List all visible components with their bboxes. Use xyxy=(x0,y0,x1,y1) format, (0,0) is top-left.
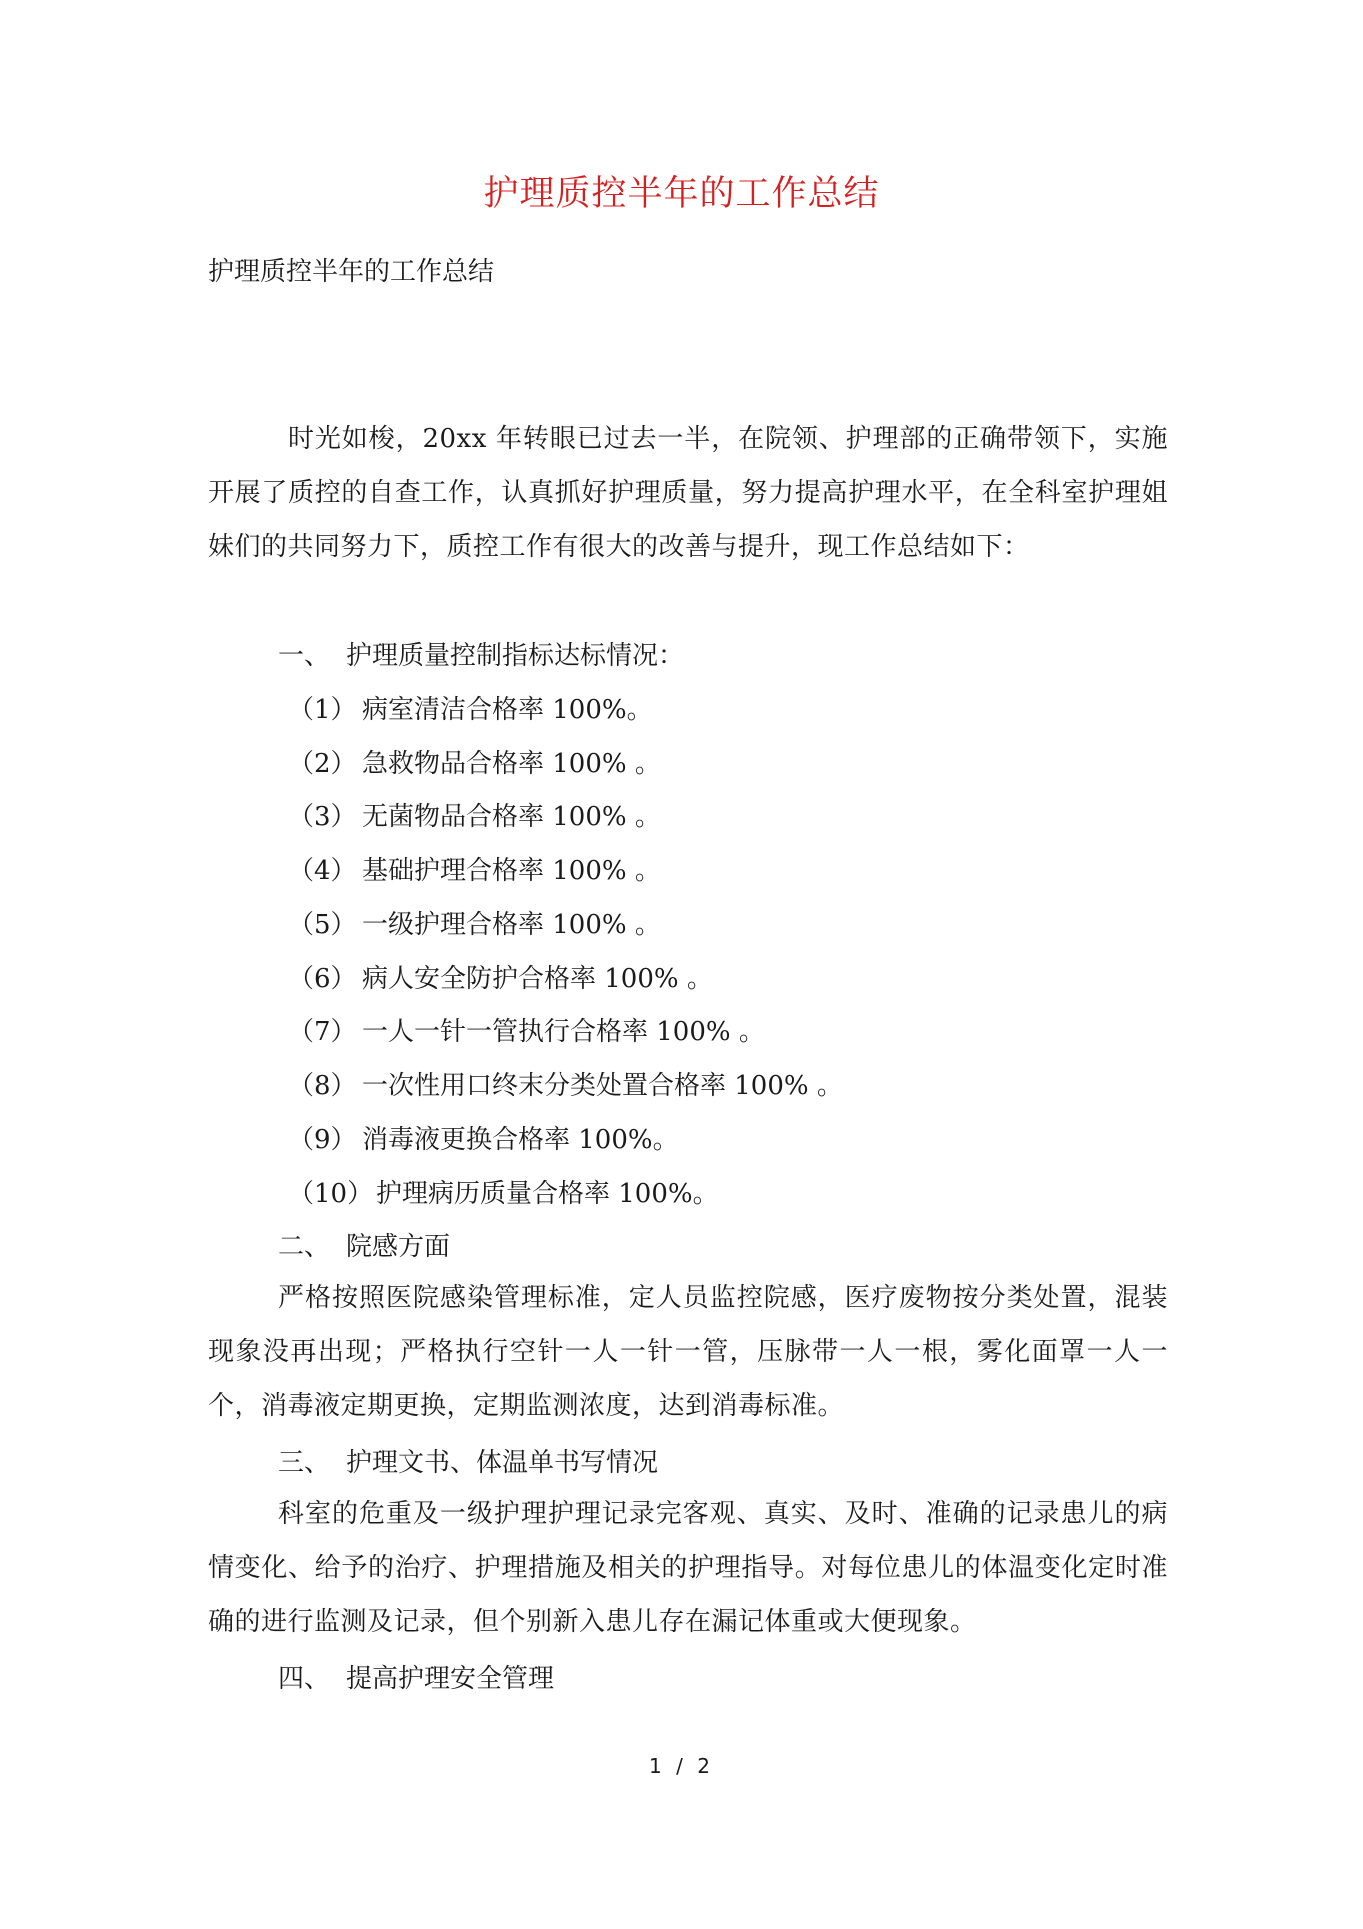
list-item: （2） 急救物品合格率 100% 。 xyxy=(288,749,661,779)
document-title: 护理质控半年的工作总结 xyxy=(483,174,880,214)
list-item: （5） 一级护理合格率 100% 。 xyxy=(288,910,661,940)
section-heading-3 xyxy=(278,1443,658,1483)
section-title: 护理文书、体温单书写情况 xyxy=(346,1448,659,1478)
list-item: （9） 消毒液更换合格率 100%。 xyxy=(288,1125,679,1155)
list-item: （4） 基础护理合格率 100% 。 xyxy=(288,856,661,886)
list-item: （8） 一次性用口终末分类处置合格率 100% 。 xyxy=(288,1071,843,1101)
section-2-paragraph: 严格按照医院感染管理标准，定人员监控院感，医疗废物按分类处置，混装现象没再出现；严格执行空针一人一针一管，压脉带一人一根，雾化面罩一人一个，消毒液定期更换，定期监测浓度，达到消毒标准。 xyxy=(208,1283,1168,1421)
list-item: （3） 无菌物品合格率 100% 。 xyxy=(288,802,661,832)
section-heading-4 xyxy=(278,1659,554,1699)
list-item: （1） 病室清洁合格率 100%。 xyxy=(288,695,653,725)
intro-paragraph: 时光如梭，20xx 年转眼已过去一半，在院领、护理部的正确带领下，实施开展了质控的自查工作，认真抓好护理质量，努力提高护理水平，在全科室护理姐妹们的共同努力下，质控工作有很大的改善与提升，现工作总结如下： xyxy=(208,424,1168,562)
section-number: 三、 xyxy=(278,1448,331,1478)
section-number: 一、 xyxy=(278,641,331,671)
section-3-paragraph: 科室的危重及一级护理护理记录完客观、真实、及时、准确的记录患儿的病情变化、给予的治疗、护理措施及相关的护理指导。对每位患儿的体温变化定时准确的进行监测及记录，但个别新入患儿存在漏记体重或大便现象。 xyxy=(208,1499,1168,1637)
section-title: 提高护理安全管理 xyxy=(346,1664,555,1694)
list-item: （7） 一人一针一管执行合格率 100% 。 xyxy=(288,1017,765,1047)
document-subtitle: 护理质控半年的工作总结 xyxy=(208,257,495,287)
list-item: （6） 病人安全防护合格率 100% 。 xyxy=(288,964,713,994)
section-number: 四、 xyxy=(278,1664,331,1694)
section-heading-1 xyxy=(278,636,684,676)
section-title: 院感方面 xyxy=(346,1232,451,1262)
page-number: 1 / 2 xyxy=(649,1754,714,1778)
section-title: 护理质量控制指标达标情况： xyxy=(346,641,685,671)
section-number: 二、 xyxy=(278,1232,331,1262)
section-heading-2 xyxy=(278,1227,450,1267)
list-item: （10） 护理病历质量合格率 100%。 xyxy=(288,1179,719,1209)
